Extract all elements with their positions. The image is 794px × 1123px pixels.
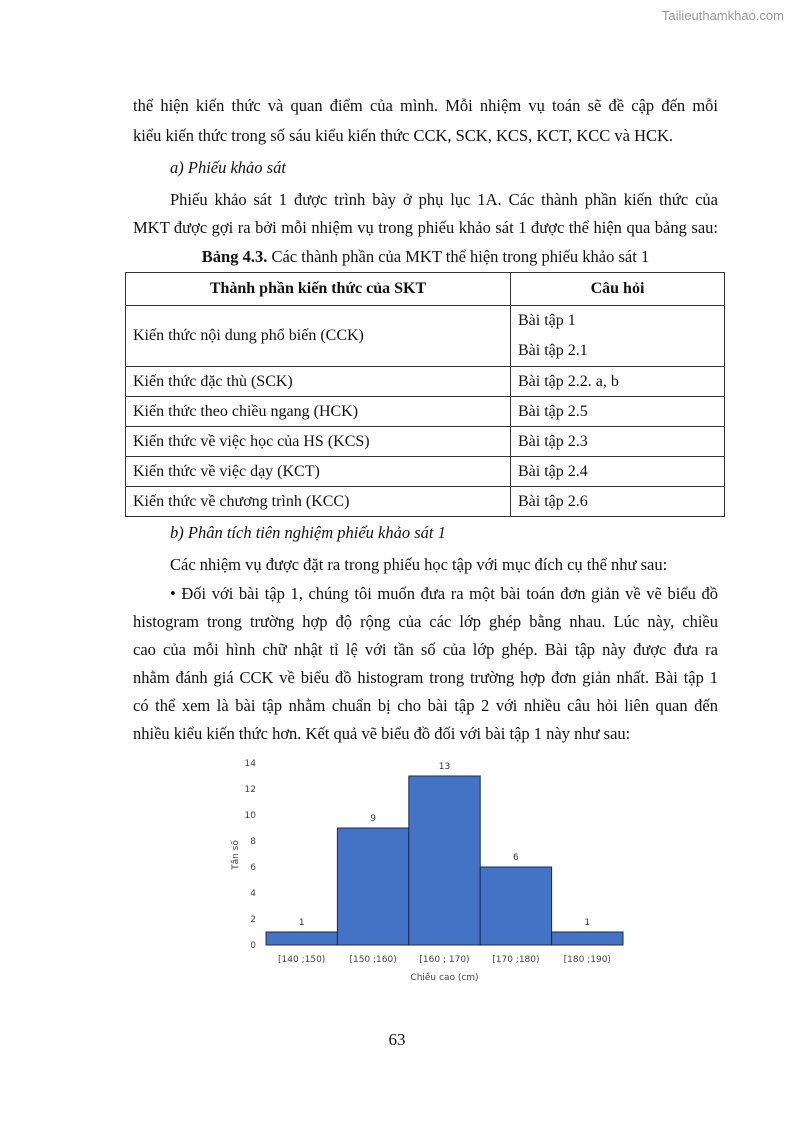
x-tick-label: [140 ;150) xyxy=(278,955,326,965)
mkt-table xyxy=(125,272,725,517)
paragraph-line: cao của mỗi hình chữ nhật tỉ lệ với tần số của lớp ghép. Bài tập này được đưa ra xyxy=(133,640,718,659)
table-cell-questions: Bài tập 2.6 xyxy=(511,487,725,517)
data-label: 1 xyxy=(584,918,591,928)
paragraph-line: MKT được gợi ra bởi mỗi nhiệm vụ trong phiếu khảo sát 1 được thể hiện qua bảng sau: xyxy=(133,218,718,237)
table-cell-component: Kiến thức về chương trình (KCC) xyxy=(126,487,511,517)
table-row xyxy=(126,457,725,487)
table-cell-questions xyxy=(511,306,725,367)
histogram-bar xyxy=(552,932,623,945)
data-label: 6 xyxy=(513,853,519,863)
watermark: Tailieuthamkhao.com xyxy=(661,8,784,23)
y-tick-label: 14 xyxy=(244,759,256,769)
table-header-row xyxy=(126,273,725,306)
histogram-bar xyxy=(337,828,408,945)
section-heading-b: b) Phân tích tiên nghiệm phiếu khảo sát 1 xyxy=(170,523,446,542)
table-row xyxy=(126,367,725,397)
paragraph-line: thể hiện kiến thức và quan điểm của mình. Mỗi nhiệm vụ toán sẽ đề cập đến mỗi xyxy=(133,96,718,115)
table-row xyxy=(126,306,725,367)
y-tick-label: 10 xyxy=(244,811,256,821)
table-header-cell: Thành phần kiến thức của SKT xyxy=(126,273,511,306)
paragraph-line: có thể xem là bài tập nhằm chuẩn bị cho bài tập 2 với nhiều câu hỏi liên quan đến xyxy=(133,696,718,715)
histogram-chart xyxy=(222,752,642,992)
y-tick-label: 0 xyxy=(250,941,256,951)
table-cell-questions: Bài tập 2.3 xyxy=(511,427,725,457)
question-item: Bài tập 1 xyxy=(518,312,576,329)
table-cell-questions: Bài tập 2.2. a, b xyxy=(511,367,725,397)
y-tick-label: 12 xyxy=(244,785,256,795)
paragraph-line: Các nhiệm vụ được đặt ra trong phiếu học tập với mục đích cụ thể như sau: xyxy=(170,555,668,574)
histogram-bar xyxy=(480,867,551,945)
table-caption-label: Bảng 4.3. xyxy=(201,247,268,266)
table-cell-questions: Bài tập 2.5 xyxy=(511,397,725,427)
table-caption xyxy=(133,247,718,267)
table-cell-component: Kiến thức về việc dạy (KCT) xyxy=(126,457,511,487)
y-tick-label: 2 xyxy=(250,915,256,925)
table-cell-component: Kiến thức nội dung phổ biến (CCK) xyxy=(126,306,511,367)
x-tick-label: [150 ;160) xyxy=(349,955,397,965)
table-header-cell: Câu hỏi xyxy=(511,273,725,306)
table-cell-component: Kiến thức về việc học của HS (KCS) xyxy=(126,427,511,457)
paragraph-line: nhiều kiểu kiến thức hơn. Kết quả vẽ biểu đồ đối với bài tập 1 này như sau: xyxy=(133,724,631,743)
section-heading-a: a) Phiếu khảo sát xyxy=(170,158,286,177)
table-row xyxy=(126,427,725,457)
paragraph-line: nhằm đánh giá CCK về biểu đồ histogram trong trường hợp đơn giản nhất. Bài tập 1 xyxy=(133,668,718,687)
table-row xyxy=(126,487,725,517)
x-axis-label: Chiều cao (cm) xyxy=(410,973,479,983)
data-label: 9 xyxy=(370,814,376,824)
y-tick-label: 4 xyxy=(250,889,256,899)
paragraph-line: kiểu kiến thức trong số sáu kiểu kiến thức CCK, SCK, KCS, KCT, KCC và HCK. xyxy=(133,126,674,145)
x-tick-label: [160 ; 170) xyxy=(419,955,470,965)
data-label: 1 xyxy=(298,918,305,928)
data-label: 13 xyxy=(438,762,451,772)
table-cell-component: Kiến thức theo chiều ngang (HCK) xyxy=(126,397,511,427)
histogram-bar xyxy=(266,932,337,945)
table-row xyxy=(126,397,725,427)
paragraph-line: Phiếu khảo sát 1 được trình bày ở phụ lục 1A. Các thành phần kiến thức của xyxy=(170,190,718,209)
paragraph-line: histogram trong trường hợp độ rộng của các lớp ghép bằng nhau. Lúc này, chiều xyxy=(133,612,718,631)
y-tick-label: 6 xyxy=(250,863,256,873)
table-cell-questions: Bài tập 2.4 xyxy=(511,457,725,487)
page-number: 63 xyxy=(388,1030,406,1049)
x-tick-label: [180 ;190) xyxy=(563,955,611,965)
table-caption-text: Các thành phần của MKT thể hiện trong phiếu khảo sát 1 xyxy=(267,247,650,266)
y-axis-label: Tần số xyxy=(231,840,241,870)
paragraph-line: • Đối với bài tập 1, chúng tôi muốn đưa ra một bài toán đơn giản về vẽ biểu đồ xyxy=(170,584,718,603)
x-tick-label: [170 ;180) xyxy=(492,955,540,965)
histogram-bar xyxy=(409,776,480,945)
y-tick-label: 8 xyxy=(250,837,256,847)
question-item: Bài tập 2.1 xyxy=(518,342,588,359)
table-cell-component: Kiến thức đặc thù (SCK) xyxy=(126,367,511,397)
